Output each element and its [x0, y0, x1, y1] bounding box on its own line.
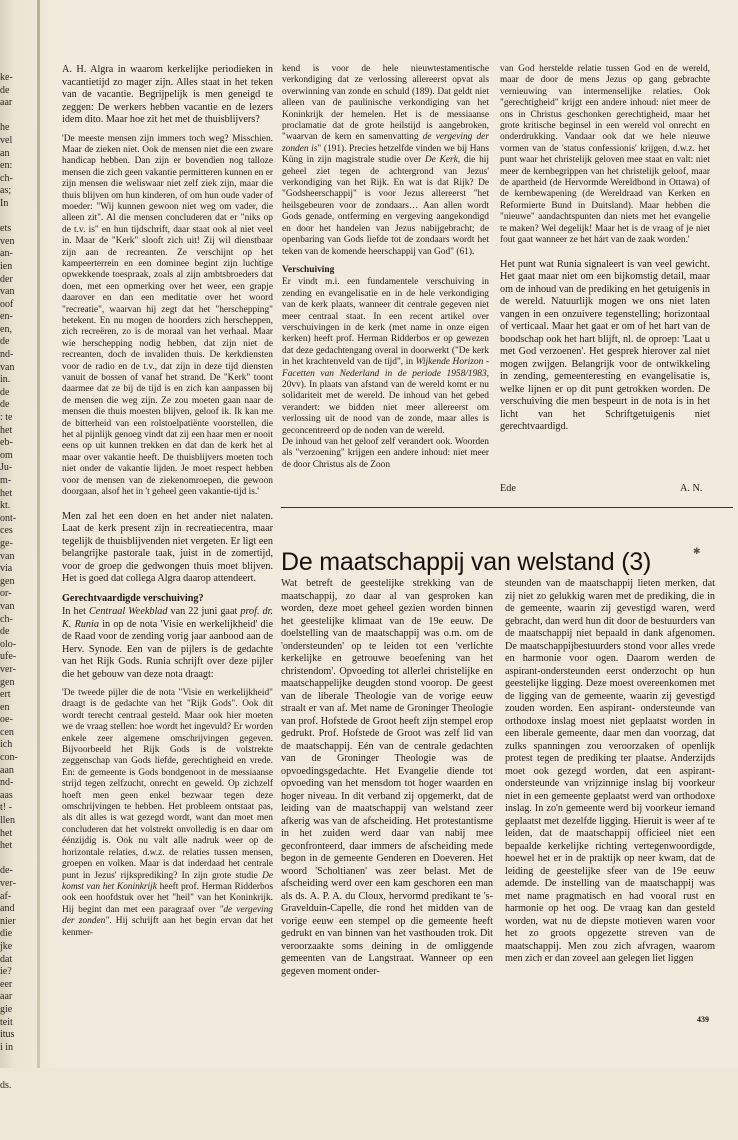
- margin-fragment: nier: [0, 915, 16, 927]
- margin-fragment: en,: [0, 323, 12, 335]
- margin-fragment: ich: [0, 739, 13, 751]
- margin-fragment: olo-: [0, 638, 17, 650]
- margin-fragment: t! -: [0, 802, 12, 814]
- margin-fragment: ets: [0, 223, 12, 235]
- margin-fragment: om: [0, 449, 13, 461]
- article-column-a: [281, 578, 493, 1018]
- margin-fragment: ver-: [0, 663, 16, 675]
- margin-fragment: eer: [0, 978, 13, 990]
- margin-fragment: as;: [0, 185, 12, 197]
- margin-fragment: [0, 1067, 30, 1080]
- margin-fragment: [0, 853, 30, 866]
- margin-fragment: ufe-: [0, 651, 17, 663]
- margin-fragment: and: [0, 903, 15, 915]
- margin-fragment: llen: [0, 815, 15, 827]
- margin-fragment: jke: [0, 940, 13, 952]
- margin-fragment: i in: [0, 1041, 14, 1053]
- quote-algra: 'De meeste mensen zijn immers toch weg? Misschien. Maar de zieken niet. Ook de mensen niet die een zware handicap hebben. Dan zijn er bovendien nog talloze mensen die zich geen vakantie permitteren kunnen en er zijn mensen die weliswaar niet zelf ziek zijn, maar die thuis blijven om hun kinderen, of om hun oude vader of moeder: "Wij kunnen gewoon niet weg om vader, die alleen zit". Al die mensen concluderen dat er "niks op de t.v. is" en hun tijdschrift, daar staat ook al niet veel in. Maar de "Kerk" slooft zich uit! Zij wil dienstbaar zijn aan de recreanten. Ze verschijnt op het kampeerterrein en een dominee begint zijn luchtige opwekkende toespraak, zoals al zijn ambtsbroeders dat doen, met een opmerking over het weer, een grapje daarover en dan een meditatie over het woord "recreatie", waarvan hij zegt dat het "herschepping" betekent. En nu mogen de hoorders zich herscheppen, zich recreëren, zo is de moraal van het verhaal. Maar wie herschepping nodig hebben, dat zijn niet de recreanten, doch de invaliden thuis. De kerkdiensten voor de radio en de t.v., dat zijn in deze tijd diensten vanuit de bossen of vanaf het strand. De "Kerk" toont daarmee dat ze bij de tijd is en zich kan aanpassen bij de mensen die weg zijn. Ze zou moeten gaan naar de mensen die thuis moesten blijven, geloof ik. Ik kan me de bitterheid van een rolstoelpatiënte voorstellen, die het al pijnlijk genoeg vindt dat zij een haar men er nooit eens op uit kunnen trekken en dat dan de kerk het al maar over vakantie heeft. De thuisblijvers moeten toch niet onder de vakantie lijden. Je moet respect hebben voor de mensen van de ziekenomroepen, die gewoon doorgaan, alsof het in 't geheel geen vakantie-tijd is.': [62, 133, 273, 498]
- signature-place: Ede: [500, 483, 516, 494]
- margin-fragment: : te: [0, 412, 13, 424]
- margin-fragment: het: [0, 840, 13, 852]
- signature-initials: A. N.: [680, 483, 703, 494]
- margin-fragment: eb-: [0, 437, 13, 449]
- margin-fragment: an-: [0, 248, 13, 260]
- conclusion-paragraph: Het punt wat Runia signaleert is van veel gewicht. Het gaat maar niet om een bijkomstig detail, maar om de inhoud van de prediking en het getuigenis in de wereld. Natuurlijk mogen we ons niet laten vangen in een onzuivere tegenstelling; horizontaal of verticaal. Maar het gaat er om of het hart van de boodschap ook het hart blijft, nl. de oproep: 'Laat u met God verzoenen'. Het gesprek hierover zal niet mogen zwijgen. Belangrijk voor de ontwikkeling in zending, gemeenteresting en evangelisatie is, welke lijnen er op dit punt getrokken worden. De verschuiving die men bespeurt in de nota is in het licht van het Schriftgetuigenis niet gerechtvaardigd.: [500, 258, 710, 432]
- margin-fragment: de: [0, 626, 10, 638]
- binding-gutter: [37, 0, 40, 1068]
- margin-fragment: ver-: [0, 878, 16, 889]
- margin-fragment: der: [0, 273, 13, 285]
- previous-page-margin: [0, 0, 30, 1140]
- margin-fragment: gie: [0, 1003, 13, 1015]
- article-column-b: [505, 578, 715, 1018]
- margin-fragment: ke-: [0, 72, 13, 83]
- margin-fragment: oe-: [0, 714, 13, 726]
- margin-fragment: via: [0, 563, 13, 575]
- margin-fragment: en: [0, 701, 10, 713]
- margin-fragment: or-: [0, 588, 12, 600]
- margin-fragment: ert: [0, 689, 11, 701]
- commentary-paragraph: Men zal het een doen en het ander niet nalaten. Laat de kerk present zijn in recreatiecentra, maar tegelijk de thuisblijvenden niet vergeten. Er ligt een belangrijke pastorale taak, juist in de zomertijd, voor de groep die gedwongen thuis moet blijven. Het is goed dat collega Algra daarop attendeert.: [62, 510, 273, 584]
- margin-fragment: de: [0, 386, 10, 398]
- intro-paragraph: A. H. Algra in waarom kerkelijke periodieken in vacantietijd zo mager zijn. Alles staat in het teken van de vacantie. Begrijpelijk is men geneigd te zeggen: De werkers hebben vacantie en de lezers idem dito. Maar hoe zit het met de thuisblijvers?: [62, 64, 273, 125]
- margin-fragment: [0, 211, 30, 224]
- margin-fragment: Ju-: [0, 462, 13, 474]
- margin-fragment: de: [0, 336, 10, 348]
- margin-fragment: de-: [0, 865, 13, 877]
- margin-fragment: die: [0, 928, 13, 940]
- article-separator: [281, 507, 733, 508]
- margin-fragment: van: [0, 600, 15, 612]
- margin-fragment: ge-: [0, 537, 13, 549]
- margin-fragment: [0, 1054, 30, 1067]
- margin-fragment: en:: [0, 160, 13, 172]
- margin-fragment: het: [0, 424, 13, 436]
- margin-fragment: het: [0, 827, 13, 839]
- column-1: [62, 64, 273, 1024]
- margin-fragment: ds.: [0, 1079, 12, 1091]
- margin-fragment: ch-: [0, 613, 13, 625]
- margin-fragment: itus: [0, 1029, 15, 1041]
- column-3: [500, 64, 710, 484]
- quote-runia-part5: van God herstelde relatie tussen God en de wereld, maar de door de mens Jezus op gang gebrachte vernieuwing van intermenselijke relaties. Ook "gerechtigheid" krijgt een andere inhoud: niet meer de ons in Christus geschonken gerechtigheid, maar het grote kritische beginsel in een wereld vol onrecht en onderdrukking. Vandaar ook dat we hele nieuwe vormen van de 'status confessionis' krijgen, d.w.z. het punt waar het christelijk geloven mee staat en valt: niet meer de kernbegrippen van het christelijk geloof, maar de apartheid (de Hervormde Wereldbond in Ottawa) of de kernbewapening (de Wereldraad van Kerken en Reformierte Bund in Duitsland). Maar hebben die "nieuwe" aandachtspunten dan niets met het evangelie te maken? Wel degelijk! Maar het is de vraag of je niet fout gaat wanneer ze het hárt van de zaak worden.': [500, 64, 710, 246]
- article-title: De maatschappij van welstand (3): [281, 548, 652, 576]
- margin-fragment: aar: [0, 991, 13, 1003]
- quote-runia-part4: De inhoud van het geloof zelf verandert ook. Woorden als "verzoening" krijgen een andere inhoud: niet meer de door Christus als de Zoon: [282, 437, 489, 470]
- margin-fragment: de: [0, 399, 10, 411]
- margin-fragment: van: [0, 361, 15, 373]
- subheading-verschuiving: Verschuiving: [282, 264, 335, 275]
- quote-runia-part1: 'De tweede pijler die de nota "Visie en werkelijkheid" draagt is de gedachte van het "Rijk Gods". Ook dit wordt terecht centraal gesteld. Maar ook hier moeten we de vraag stellen: hoe wordt het ingevuld? Er worden enkele zeer algemene omschrijvingen gegeven. Bijvoorbeeld het Rijk Gods is de volstrekte zeggenschap van Gods liefde, gerechtigheid en vrede. En: de gemeente is Gods bondgenoot in de messiaanse strijd tegen zelfzucht, onrecht en geweld. Op zichzelf hoeft men geen enkel bezwaar tegen deze omschrijvingen te hebben. Het probleem ontstaat pas, als dit alles is wat gezegd wordt, want dan moet men concluderen dat het volstrekt onvolledig is en daar om éénzijdig is. Ook nu valt alle nadruk weer op de horizontale relaties, d.w.z. de relaties tussen mensen, groepen en volken. Maar is dat inderdaad het centrale punt in Jezus' rijksprediking? In zijn grote studie De komst van het Koninkrijk heeft prof. Herman Ridderbos ook een hoofdstuk over het "heil" van het Koninkrijk. Hij begint dan met een paragraaf over "de vergeving der zonden". Hij schrijft aan het begin ervan dat het kenmer-: [62, 688, 273, 938]
- margin-fragment: nd-: [0, 777, 14, 789]
- margin-fragment: het: [0, 487, 13, 499]
- margin-fragment: oof: [0, 298, 14, 310]
- article-body-a: Wat betreft de geestelijke strekking van de maatschappij, zo daar al van gesproken kan worden, deze moet geheel gezien worden binnen het geestelijke klimaat van de 19e eeuw. De doelstelling van de maatschappij was o.m. om de 'ondersteunden' op te leiden tot een 'verlichte kerkelijke en getrouwe beoefening van het christendom'. Opvoeding tot allerlei christelijke en maatschappelijke deugden stond voorop. De geest van de liberale Theologie van de vorige eeuw straalt er van af. Met name de Groninger Theologie van prof. Hofstede de Groot heeft zijn stempel erop gedrukt. Prof. Hofstede de Groot was zelf lid van de maatschappij. Eén van de centrale gedachten van de Groninger Theologie was de opvoedingsgedachte. Het Evangelie diende tot opvoeding van het mensdom tot hoger waarden en hoger niveau. In dit verband zij opgemerkt, dat de leiding van de maatschappij van welstand zeer afkerig was van de afscheiding. Het protestantisme in het zuiden werd daar van nabij mee geconfronteerd, daar immers de afscheiding mede begon in de gemeente Genderen en Doeveren. Het woord 'Scholtianen' was zeer belast. Met de afscheiding werd over een kam geschoren een man als ds. A. P. A. du Cloux, hervormd predikant te 's-Gravelduin-Capelle, die rond het midden van de vorige eeuw een stempel op die gemeente heeft gedrukt en van binnen van het vasthouden trok. Dit veroorzaakte soms deining in de omliggende gemeenten van de Langstraat. Wanneer op een gegeven moment onder-: [281, 578, 493, 977]
- margin-fragment: ont-: [0, 512, 17, 524]
- margin-fragment: teit: [0, 1016, 13, 1028]
- margin-fragment: ien: [0, 260, 13, 272]
- runia-intro-paragraph: In het Centraal Weekblad van 22 juni gaat prof. dr. K. Runia in op de nota 'Visie en werkelijkheid' die de Raad voor de zending vorig jaar aanbood aan de Herv. Synode. Een van de pijlers is de gedachte van het Rijk Gods. Runia schrijft over deze pijler die het gebouw van deze nota draagt:: [62, 606, 273, 680]
- column-2: [282, 64, 489, 534]
- margin-fragment: dat: [0, 953, 13, 965]
- margin-fragment: de: [0, 84, 10, 96]
- margin-fragment: In: [0, 197, 9, 209]
- margin-fragment: gen: [0, 575, 15, 587]
- margin-fragment: m-: [0, 475, 12, 486]
- margin-fragment: aas: [0, 789, 13, 801]
- margin-fragment: van: [0, 286, 15, 298]
- margin-fragment: kt.: [0, 500, 11, 512]
- margin-fragment: ces: [0, 525, 13, 537]
- margin-fragment: ch-: [0, 172, 13, 184]
- margin-fragment: en-: [0, 311, 13, 323]
- quote-runia-part2: kend is voor de hele nieuwtestamentische verkondiging dat ze verlossing allereerst opvat als overwinning van zonde en schuld (189). Dat geldt niet alleen van de paulinische verkondiging van het Koninkrijk der hemelen. Het is de messiaanse proclamatie dat de grote heilstijd is aangebroken, "waarvan de kern en samenvatting de vergeving der zonden is" (191). Precies hetzelfde vinden we bij Hans Küng in zijn magistrale studie over De Kerk, die hij geheel ziet tegen de achtergrond van Jezus' verkondiging van het Rijk. En wat is dat Rijk? De "Godsheerschappij" is voor Jezus allereerst "het heilsgebeuren voor de zondaars… Aan allen wordt Gods genade, ontferming en vergeving aangekondigd en door het handelen van Jezus nabijgebracht; de openbaring van Gods liefde tot de zondaars wordt het teken van de komende heerschappij van God" (61).: [282, 64, 489, 257]
- margin-fragment: cen: [0, 726, 14, 738]
- margin-fragment: in.: [0, 374, 11, 386]
- margin-fragment: aar: [0, 97, 13, 109]
- margin-fragment: an: [0, 147, 10, 159]
- margin-fragment: aan: [0, 764, 14, 776]
- margin-fragment: af-: [0, 890, 12, 902]
- margin-fragment: ven: [0, 235, 15, 247]
- page-number: 439: [697, 1015, 709, 1024]
- margin-fragment: [0, 110, 30, 123]
- margin-fragment: vel: [0, 134, 13, 146]
- margin-fragment: nd-: [0, 349, 14, 361]
- margin-fragment: ie?: [0, 966, 12, 978]
- quote-runia-part3: Er vindt m.i. een fundamentele verschuiving in zending en evangelisatie en in de hele verkondiging van de kerk plaats, wanneer dit centrale gegeven niet meer centraal staat. In een recent artikel over verschuivingen in de kerk (met name in onze eigen kerken) heeft prof. Herman Ridderbos er op gewezen dat deze gedachtengang overal in doorwerkt ("De kerk in het krachtenveld van de tijd", in Wijkende Horizon - Facetten van Nederland in de periode 1958/1983, 20vv). In plaats van afstand van de wereld komt er nu solidariteit met de wereld. De inhoud van het gebed verandert: we bidden niet meer allereerst om verlossing uit de nood van de zonde, maar alles is geconcentreerd op de noden van de wereld.: [282, 277, 489, 436]
- article-body-b: steunden van de maatschappij lieten merken, dat zij niet zo gelukkig waren met de prediking, die in de gemeente, waarin zij gevestigd waren, werd gebracht, dan werd hun dit door de bestuurders van de maatschappij niet bepaald in dank afgenomen. De maatschappijbestuurders stond voor alles vrede en harmonie voor ogen. Daarom werden de aspirant-ondersteunden eerst onderzocht op hun geestelijke ligging. Deze moest overeenkomen met de ligging van de gemeente, waarin zij gevestigd zouden worden. Een aspirant- ondersteunde van orthodoxe inslag moest niet geplaatst worden in een liberale gemeente, daar men dan voorzag, dat zulks spanningen zou veroorzaken of openlijk protest tegen de prediking ter plaatse. Anderzijds moet ook gezegd worden, dat een aspirant-ondersteunde van vrijzinnige inslag bij voorkeur niet in een gemeente geplaatst werd van orthodoxe inslag. In zo'n gemeente werd bij voorkeur iemand geplaatst met dezelfde ligging. Hieruit is weer af te leiden, dat de maatschappij officieel niet een bepaalde kerkelijke richting vertegenwoordigde, hoewel het er in de praktijk op neer kwam, dat de leiding de geestelijke sfeer van de 19e eeuw ademde. De instelling van de maatschappij was met name pragmatisch en had vooral rust en harmonie op het oog. De vraag kan dan gesteld worden, wat nu de diepste motieven waren voor het zo groots opgezette streven van de maatschappij. Men zou zich afvragen, waarom men zich er dan zoveel aan gelegen liet liggen: [505, 578, 715, 964]
- margin-fragment: gen: [0, 676, 15, 688]
- margin-fragment: he: [0, 122, 10, 134]
- margin-fragment: van: [0, 550, 15, 562]
- margin-fragment: con-: [0, 752, 18, 764]
- ornament-asterisk-icon: ✱: [693, 546, 701, 556]
- section-heading-verschuiving-vraag: Gerechtvaardigde verschuiving?: [62, 592, 204, 604]
